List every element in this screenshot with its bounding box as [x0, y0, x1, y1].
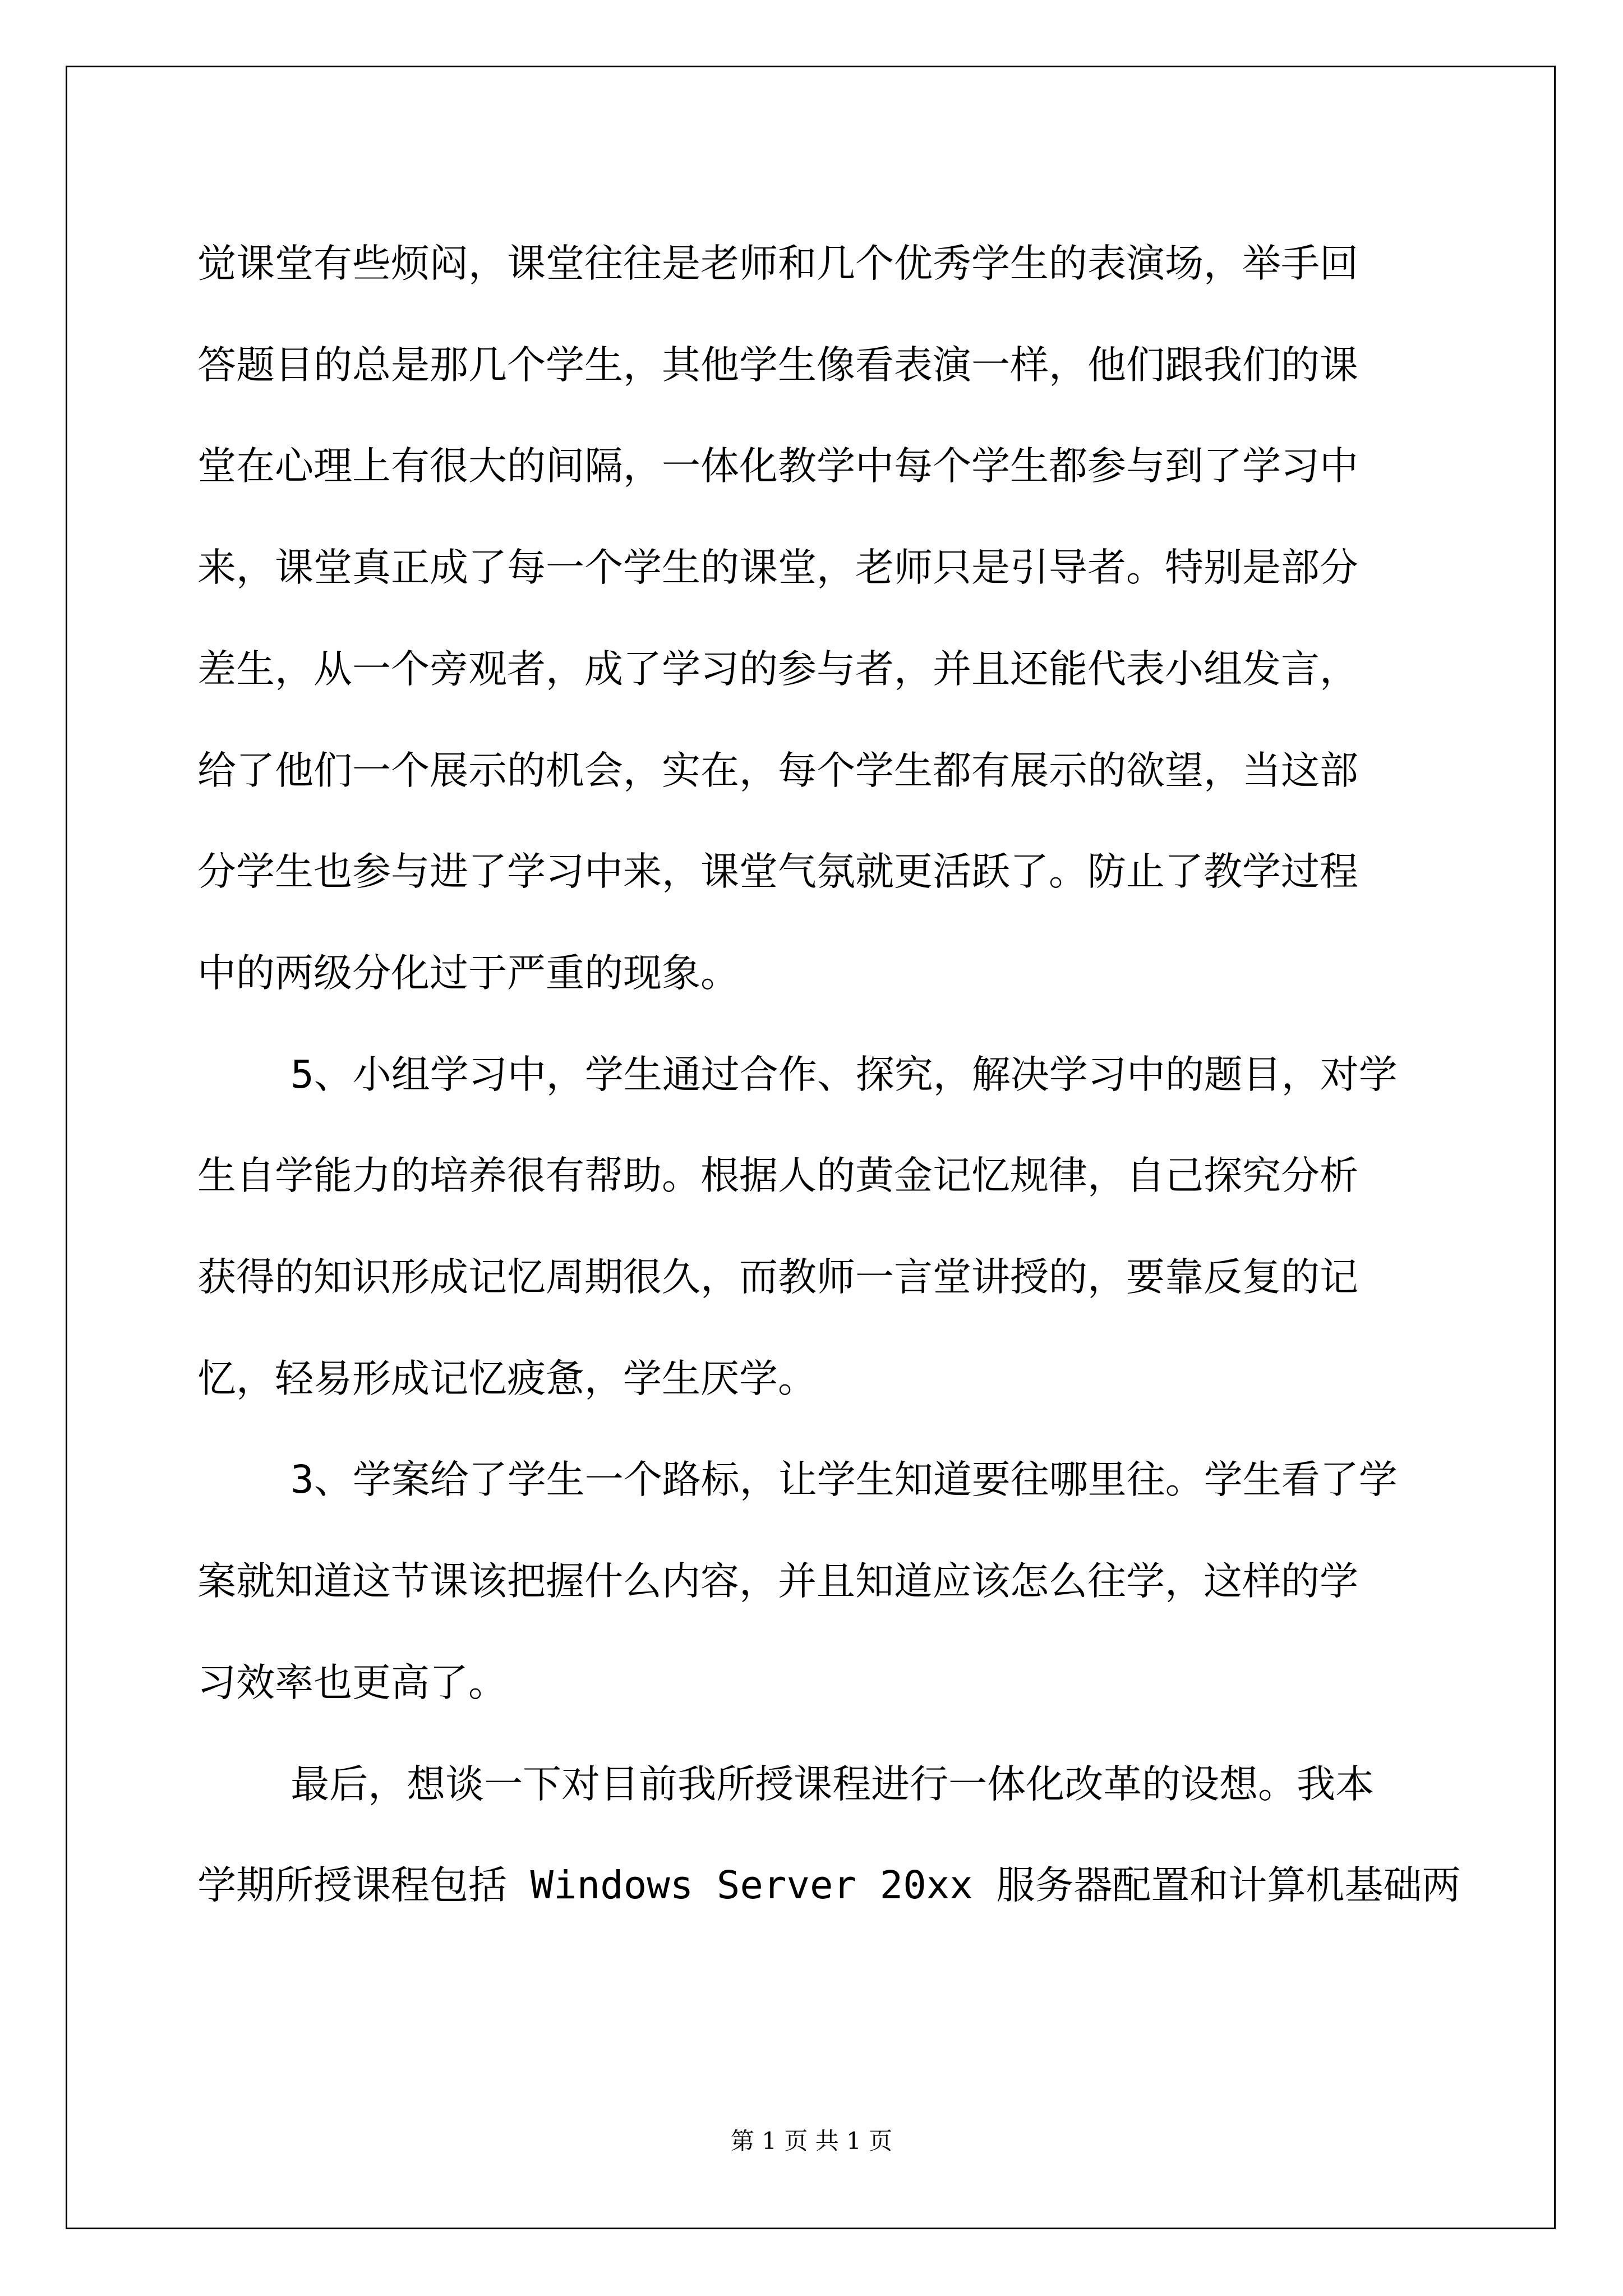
- text-line: 给了他们一个展示的机会，实在，每个学生都有展示的欲望，当这部: [197, 748, 1358, 793]
- text-line: 堂在心理上有很大的间隔，一体化教学中每个学生都参与到了学习中: [197, 444, 1358, 489]
- text-line: 案就知道这节课该把握什么内容，并且知道应该怎么往学，这样的学: [197, 1559, 1358, 1604]
- text-line: 最后，想谈一下对目前我所授课程进行一体化改革的设想。我本: [197, 1761, 1375, 1807]
- text-line: 来，课堂真正成了每一个学生的课堂，老师只是引导者。特别是部分: [197, 545, 1358, 591]
- text-line: 5、小组学习中，学生通过合作、探究，解决学习中的题目，对学: [197, 1052, 1398, 1097]
- text-line: 获得的知识形成记忆周期很久，而教师一言堂讲授的，要靠反复的记: [197, 1255, 1358, 1300]
- text-line: 忆，轻易形成记忆疲惫，学生厌学。: [197, 1356, 817, 1401]
- text-line: 分学生也参与进了学习中来，课堂气氛就更活跃了。防止了教学过程: [197, 849, 1358, 895]
- text-line: 3、学案给了学生一个路标，让学生知道要往哪里往。学生看了学: [197, 1457, 1398, 1503]
- text-line: 答题目的总是那几个学生，其他学生像看表演一样，他们跟我们的课: [197, 342, 1358, 388]
- text-line: 生自学能力的培养很有帮助。根据人的黄金记忆规律，自己探究分析: [197, 1153, 1358, 1199]
- text-line: 学期所授课程包括 Windows Server 20xx 服务器配置和计算机基础两: [197, 1863, 1461, 1908]
- document-body: [197, 213, 1461, 1936]
- page-number-footer: 第 1 页 共 1 页: [730, 2127, 893, 2155]
- text-line: 中的两级分化过于严重的现象。: [197, 950, 739, 996]
- text-line: 习效率也更高了。: [197, 1660, 507, 1705]
- text-line: 觉课堂有些烦闷，课堂往往是老师和几个优秀学生的表演场，举手回: [197, 241, 1358, 286]
- text-line: 差生，从一个旁观者，成了学习的参与者，并且还能代表小组发言，: [197, 646, 1358, 692]
